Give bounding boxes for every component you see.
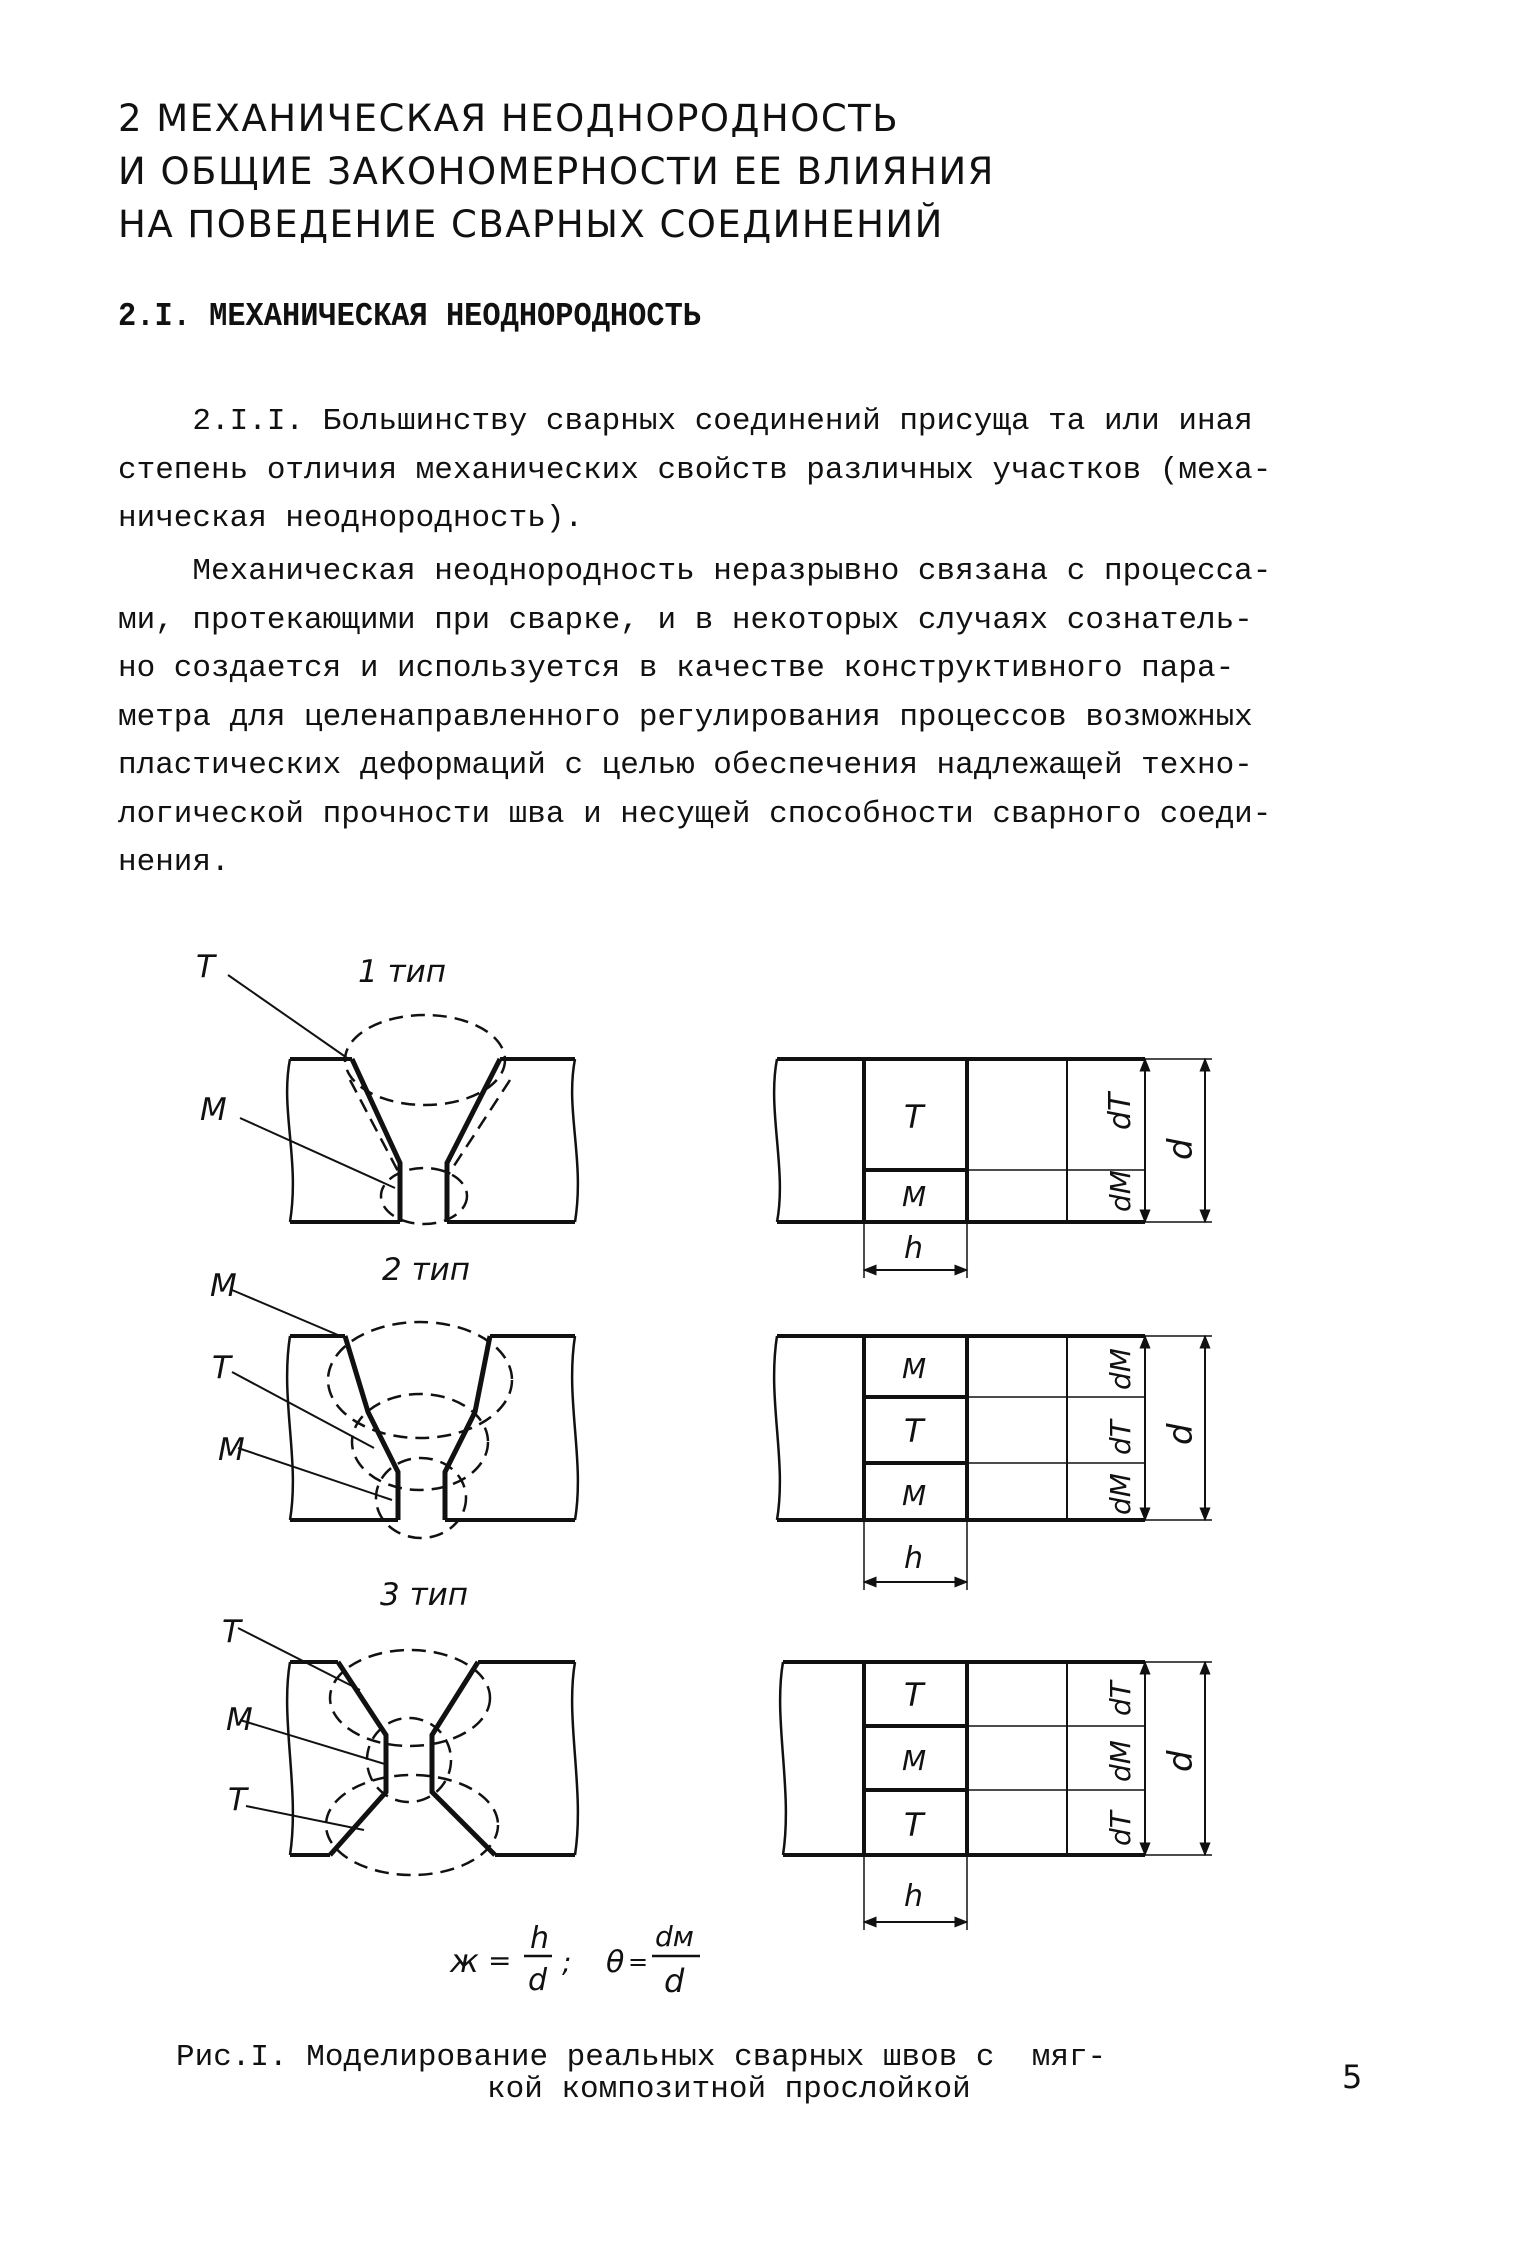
cell-m: М [902, 1180, 927, 1213]
paragraph-line: 2.I.I. Большинству сварных соединений присуща та или иная [118, 404, 1253, 439]
weld-type-1-sketch [196, 949, 578, 1224]
paragraph-line: пластических деформаций с целью обеспечения надлежащей техно- [118, 748, 1253, 783]
weld-type-2-sketch [210, 1252, 578, 1538]
type-1-label: 1 тип [358, 954, 447, 990]
weld-type-3-sketch [222, 1577, 578, 1875]
type-3-label: 3 тип [380, 1577, 469, 1613]
model-type-2 [774, 1336, 1212, 1590]
dT-dim: dT [1103, 1092, 1138, 1130]
h-dim: h [904, 1231, 924, 1266]
formula-d: d [528, 1963, 548, 1998]
cell-m: М [902, 1479, 927, 1512]
chapter-title-line-2: И ОБЩИЕ ЗАКОНОМЕРНОСТИ ЕЕ ВЛИЯНИЯ [118, 150, 995, 193]
label-m: М [218, 1432, 245, 1468]
cell-m: М [902, 1352, 927, 1385]
cell-t: Т [904, 1806, 924, 1844]
formula-kappa: ж [450, 1942, 479, 1980]
label-m: М [200, 1092, 227, 1128]
dM-dim: dM [1104, 1473, 1137, 1515]
dM-dim: dM [1104, 1348, 1137, 1390]
cell-m: М [902, 1744, 927, 1777]
chapter-title-line-3: НА ПОВЕДЕНИЕ СВАРНЫХ СОЕДИНЕНИЙ [118, 203, 944, 246]
chapter-title-line-1: 2 МЕХАНИЧЕСКАЯ НЕОДНОРОДНОСТЬ [118, 97, 900, 140]
h-dim: h [904, 1879, 924, 1914]
paragraph-line: нения. [118, 845, 230, 880]
figure-caption-line-1: Рис.I. Моделирование реальных сварных швов с мяг- [176, 2040, 1107, 2075]
label-m: М [226, 1702, 253, 1738]
cell-t: Т [904, 1098, 924, 1136]
model-type-1 [774, 1059, 1212, 1278]
model-type-3 [780, 1662, 1212, 1930]
cell-t: Т [904, 1412, 924, 1450]
label-t: Т [228, 1782, 247, 1818]
type-2-label: 2 тип [382, 1252, 471, 1288]
dM-dim: dM [1104, 1170, 1137, 1212]
paragraph-line: ническая неоднородность). [118, 501, 584, 536]
section-title: 2.I. МЕХАНИЧЕСКАЯ НЕОДНОРОДНОСТЬ [118, 298, 702, 335]
page-number: 5 [1342, 2058, 1363, 2096]
dT-dim: dT [1104, 1811, 1137, 1846]
svg-text:=: = [628, 1948, 649, 1976]
figure-caption-line-2: кой композитной прослойкой [487, 2072, 971, 2107]
dT-dim: dT [1104, 1420, 1137, 1455]
label-t: Т [222, 1614, 241, 1650]
formula [449, 1920, 700, 2000]
paragraph-line: метра для целенаправленного регулирования процессов возможных [118, 699, 1253, 735]
paragraph-line: но создается и используется в качестве конструктивного пара- [118, 651, 1235, 686]
d-dim: d [1161, 1750, 1201, 1772]
dM-dim: dM [1104, 1740, 1137, 1782]
label-t: Т [212, 1350, 231, 1386]
paragraph-line: степень отличия механических свойств различных участков (меха- [118, 452, 1272, 488]
d-dim: d [1161, 1423, 1201, 1445]
formula-h: h [530, 1921, 550, 1956]
svg-text:=: = [488, 1944, 512, 1977]
paragraph-line: ми, протекающими при сварке, и в некоторых случаях сознатель- [118, 602, 1253, 638]
formula-dm: dм [655, 1920, 694, 1953]
paragraph-line: Механическая неоднородность неразрывно связана с процесса- [118, 554, 1272, 589]
label-m: М [210, 1268, 237, 1304]
formula-theta: θ [606, 1945, 625, 1980]
svg-text:;: ; [562, 1946, 572, 1979]
h-dim: h [904, 1541, 924, 1576]
label-t: Т [196, 949, 215, 985]
paragraph-line: логической прочности шва и несущей способности сварного соеди- [118, 796, 1272, 832]
cell-t: Т [904, 1676, 924, 1714]
formula-d: d [664, 1962, 685, 2000]
dT-dim: dT [1104, 1681, 1137, 1716]
d-dim: d [1161, 1138, 1201, 1160]
